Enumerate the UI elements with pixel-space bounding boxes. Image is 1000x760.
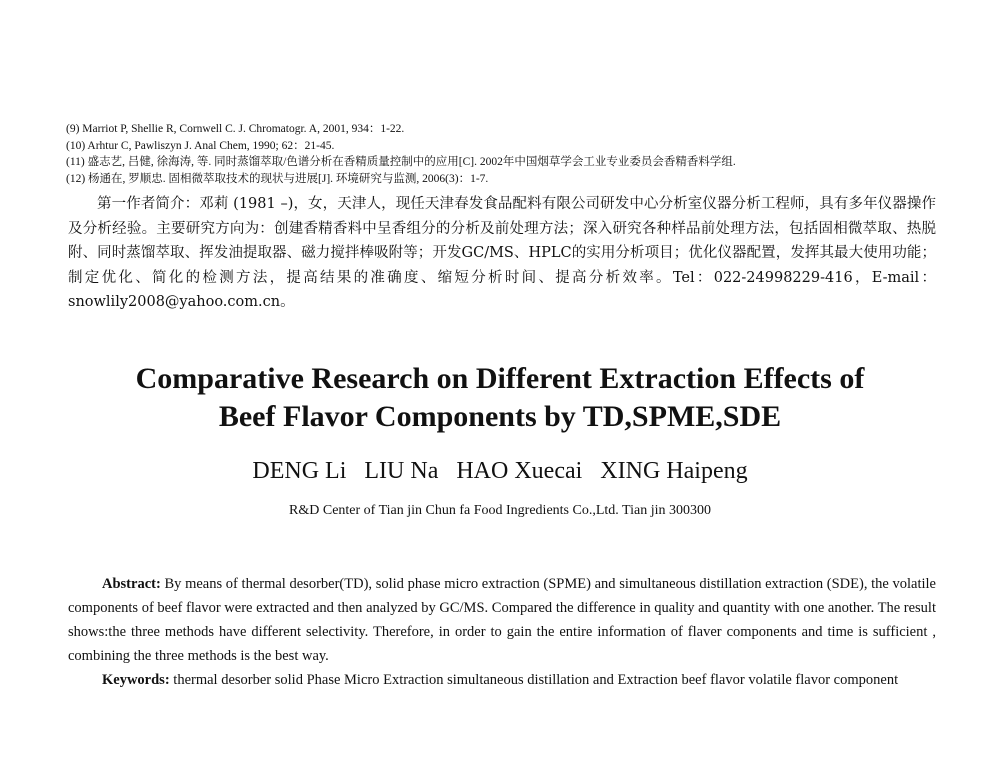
author-bio-text: 第一作者简介：邓莉 (1981 –)，女，天津人，现任天津春发食品配料有限公司研发中心分析室仪器分析工程师，具有多年仪器操作及分析经验。主要研究方向为：创建香精香料中呈香组分的分析及前处理方法；深入研究各种样品前处理方法，包括固相微萃取、热脱附、同时蒸馏萃取、挥发油提取器、磁力搅拌棒吸附等；开发GC/MS、HPLC的实用分析项目；优化仪器配置，发挥其最大使用功能；制定优化、简化的检测方法，提高结果的准确度、缩短分析时间、提高分析效率。Tel：022-24998229-416，E-mail：snowlily2008@yahoo.com.cn。	[68, 196, 936, 311]
author-list	[0, 456, 1000, 486]
keywords-label: Keywords:	[102, 672, 170, 688]
keywords-text: thermal desorber solid Phase Micro Extraction simultaneous distillation and Extraction beef flavor volatile flavor component	[169, 672, 899, 688]
author-name: HAO Xuecai	[456, 458, 583, 484]
affiliation: R&D Center of Tian jin Chun fa Food Ingredients Co.,Ltd. Tian jin 300300	[289, 503, 711, 518]
reference-item: (9) Marriot P, Shellie R, Cornwell C. J. Chromatogr. A, 2001, 934：1-22.	[66, 123, 405, 135]
reference-item: (11) 盛志艺, 吕健, 徐海涛, 等. 同时蒸馏萃取/色谱分析在香精质量控制中的应用[C]. 2002年中国烟草学会工业专业委员会香精香料学组.	[66, 156, 736, 168]
abstract-paragraph	[68, 572, 936, 668]
abstract-text: By means of thermal desorber(TD), solid phase micro extraction (SPME) and simultaneous distillation extraction (SDE), the volatile components of beef flavor were extracted and then analyzed by GC/MS. Compared the difference in quality and quantity with one another. The result shows:the three methods have different selectivity. Therefore, in order to gain the entire information of flaver components and time is sufficient , combining the three methods is the best way.	[68, 576, 936, 664]
reference-list	[66, 121, 946, 187]
abstract-label: Abstract:	[102, 576, 161, 592]
abstract-section	[68, 572, 936, 692]
author-name: LIU Na	[364, 458, 439, 484]
paper-title	[0, 360, 1000, 436]
reference-item: (10) Arhtur C, Pawliszyn J. Anal Chem, 1990; 62：21-45.	[66, 139, 335, 152]
keywords-paragraph	[68, 668, 936, 692]
reference-item: (12) 杨通在, 罗顺忠. 固相微萃取技术的现状与进展[J]. 环境研究与监测, 2006(3)：1-7.	[66, 172, 489, 185]
paper-title-line-2: Beef Flavor Components by TD,SPME,SDE	[218, 400, 782, 433]
author-name: XING Haipeng	[600, 458, 748, 484]
paper-title-line-1: Comparative Research on Different Extraction Effects of	[135, 362, 865, 395]
author-name: DENG Li	[252, 458, 347, 484]
author-bio	[68, 192, 936, 315]
